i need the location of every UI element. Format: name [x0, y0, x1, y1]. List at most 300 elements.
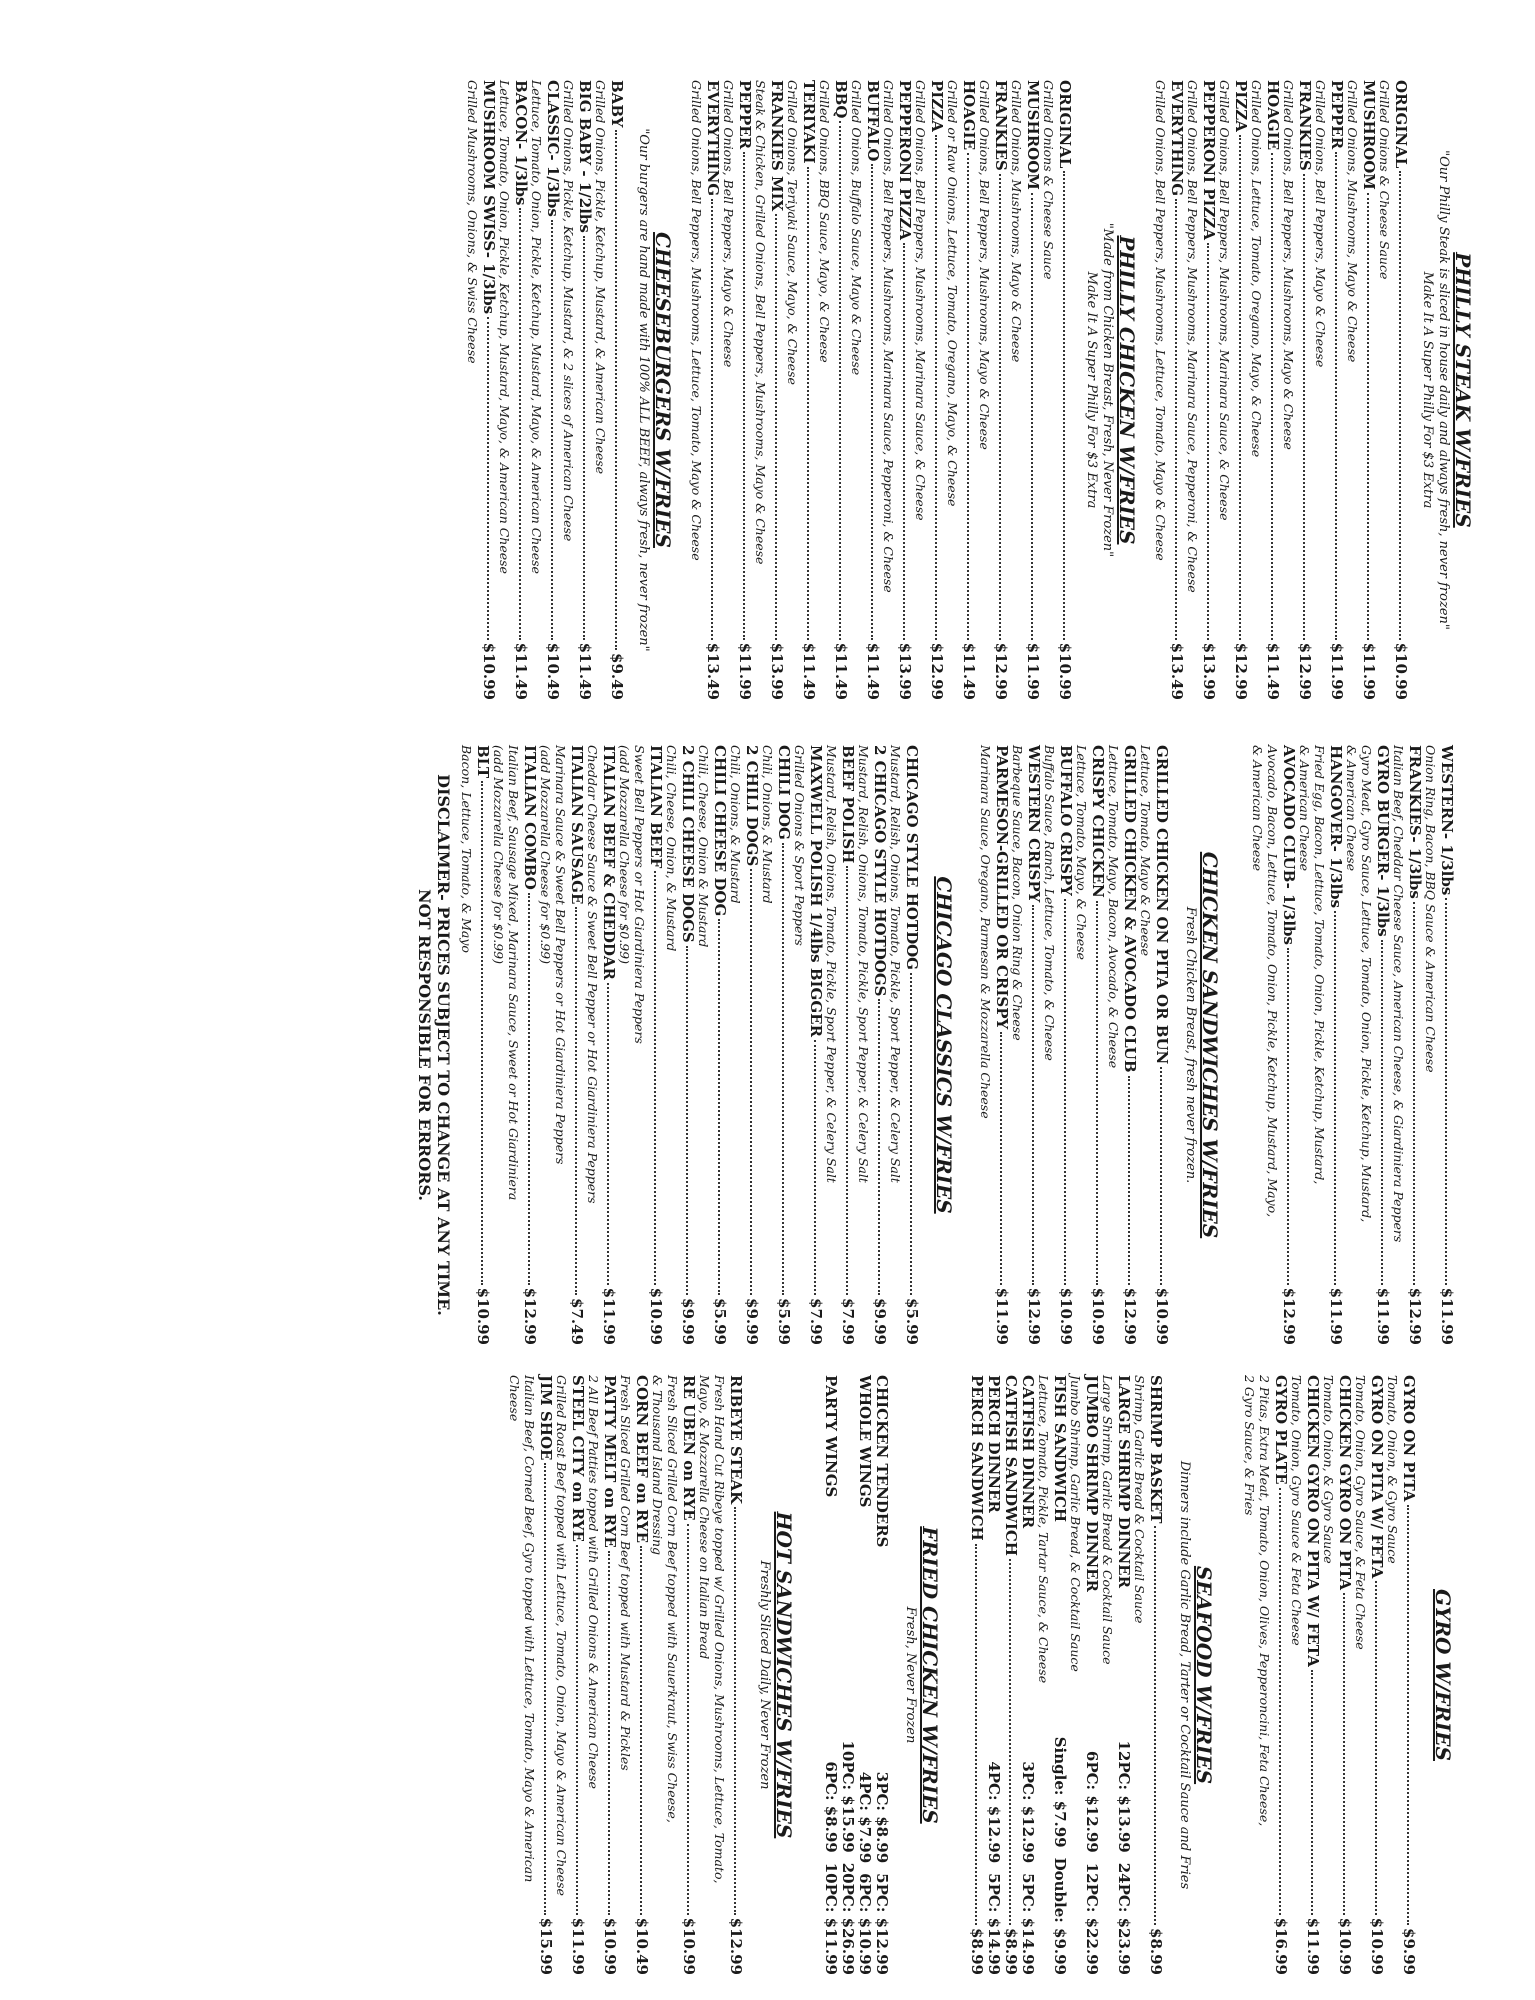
item-price: $11.99 — [569, 1917, 587, 1975]
item-name: ITALIAN COMBO — [521, 745, 539, 890]
item-price: $12.99 — [727, 1917, 745, 1975]
item-desc: Marinara Sauce & Sweet Bell Peppers or Hot Giardiniera Peppers — [553, 745, 568, 1165]
item-price: $11.99 — [1438, 1287, 1456, 1345]
item-name: MUSHROOM — [1360, 80, 1378, 190]
item-desc: Grilled Onions, Bell Peppers, Mayo & Cheese — [1313, 80, 1328, 368]
menu-item — [1036, 1375, 1068, 1975]
item-name: ITALIAN BEEF — [647, 745, 665, 869]
leader-dots — [1175, 199, 1177, 639]
item-desc: 2 All Beef Patties topped with Grilled Onions & American Cheese — [586, 1375, 601, 1789]
item-name: TERIYAKI — [800, 80, 818, 164]
item-price: $12.99 — [1025, 1287, 1043, 1345]
item-desc: Lettuce, Tomato, Onion, Pickle, Ketchup, Mustard, Mayo, & American Cheese — [497, 80, 512, 574]
leader-dots — [615, 130, 617, 650]
leader-dots — [775, 214, 777, 639]
item-price: $10.49 — [633, 1917, 651, 1975]
philly-steak-list — [1153, 80, 1409, 700]
menu-item — [1100, 1375, 1132, 1975]
leader-dots — [544, 1463, 546, 1914]
item-name: BIG BABY - 1/2lbs — [576, 80, 594, 233]
leader-dots — [654, 871, 656, 1284]
item-price: $8.99 — [1002, 1928, 1020, 1975]
item-price: $12.99 — [1296, 642, 1314, 700]
item-price: $11.99 — [1360, 642, 1378, 700]
leader-dots — [846, 866, 848, 1295]
item-name: BEEF POLISH — [839, 745, 857, 864]
item-desc: Grilled Roast Beef topped with Lettuce, Tomato, Onion, Mayo & American Cheese — [554, 1375, 569, 1896]
menu-item — [977, 80, 1009, 700]
item-price: $5.99 — [903, 1298, 921, 1345]
item-option-price: 10PC: $11.99 — [822, 1862, 840, 1975]
item-option-price: 6PC: $8.99 — [822, 1761, 840, 1853]
fried-chicken-list — [822, 1375, 890, 1975]
item-price: $7.99 — [807, 1298, 825, 1345]
item-desc: Tomato, Onion, Gyro Sauce, & Feta Cheese — [1353, 1375, 1368, 1650]
fried-chicken-title: FRIED CHICKEN W/FRIES — [918, 1526, 942, 1824]
menu-item — [753, 80, 785, 700]
menu-item — [1068, 1375, 1100, 1975]
menu-item — [554, 1375, 586, 1975]
menu-item — [1153, 80, 1185, 700]
cheeseburgers-list — [465, 80, 625, 700]
menu-item — [1242, 1375, 1289, 1975]
item-name: CLASSIC- 1/3lbs — [544, 80, 562, 217]
leader-dots — [1335, 152, 1337, 639]
leader-dots — [1154, 1526, 1156, 1925]
menu-item — [1344, 745, 1391, 1345]
item-price: $11.49 — [960, 642, 978, 700]
item-name: CHILI DOG — [775, 745, 793, 840]
menu-item — [617, 745, 664, 1345]
item-name: JUMBO SHRIMP DINNER — [1083, 1375, 1101, 1592]
menu-item — [913, 80, 945, 700]
item-price: $12.99 — [521, 1287, 539, 1345]
item-name: FRANKIES MIX — [768, 80, 786, 212]
item-option-price: 3PC: $8.99 — [873, 1771, 891, 1864]
cheeseburgers-title: CHEESEBURGERS W/FRIES — [651, 232, 675, 548]
menu-item — [459, 745, 491, 1345]
item-desc: Fried Egg, Bacon, Lettuce, Tomato, Onion, Pickle, Ketchup, Mustard, — [1312, 745, 1327, 1185]
item-name: JIM SHOE — [537, 1375, 555, 1461]
menu-item — [1041, 80, 1073, 700]
item-option-price: 5PC: $14.99 — [1019, 1873, 1037, 1975]
item-name: CHICKEN GYRO ON PITA W/ FETA — [1304, 1375, 1322, 1667]
leader-dots — [1287, 948, 1289, 1285]
item-price: $11.99 — [1328, 642, 1346, 700]
item-name: ITALIAN BEEF & CHEDDAR — [600, 745, 618, 980]
leader-dots — [1064, 899, 1066, 1285]
item-price: $11.49 — [800, 642, 818, 700]
item-price: $11.99 — [993, 1287, 1011, 1345]
item-desc: Marinara Sauce, Oregano, Parmesan & Mozzarella Cheese — [978, 745, 993, 1119]
menu-item — [538, 745, 585, 1345]
item-desc-cont: & American Cheese — [1297, 745, 1312, 872]
item-desc-cont: & American Cheese — [1344, 745, 1359, 872]
item-name: GYRO ON PITA W/ FETA — [1368, 1375, 1386, 1579]
item-price: $10.99 — [1392, 642, 1410, 700]
chicago-classics-title: CHICAGO CLASSICS W/FRIES — [932, 876, 956, 1214]
chicken-sandwiches-subtitle: Fresh Chicken Breast, fresh never frozen. — [1183, 906, 1198, 1184]
item-name: GYRO BURGER- 1/3lbs — [1374, 745, 1392, 937]
item-price: $11.99 — [1304, 1917, 1322, 1975]
item-name: EVERYTHING — [1168, 80, 1186, 197]
philly-chicken-title: PHILLY CHICKEN W/FRIES — [1115, 235, 1139, 545]
item-price: $11.49 — [832, 642, 850, 700]
column-2 — [415, 745, 1535, 1345]
item-name: HANGOVER- 1/3lbs — [1327, 745, 1345, 909]
item-desc: Italian Beef, Corned Beef, Gyro topped with Lettuce, Tomato, Mayo & American — [522, 1375, 537, 1883]
item-option-price: 12PC: $22.99 — [1083, 1862, 1101, 1975]
item-desc: Grilled Onions & Sport Peppers — [792, 745, 807, 946]
item-desc: Grilled Onions, Pickle, Ketchup, Mustard, & 2 slices of American Cheese — [561, 80, 576, 542]
item-name: BUFFALO — [864, 80, 882, 162]
item-name: LARGE SHRIMP DINNER — [1115, 1375, 1133, 1589]
menu-item — [1313, 80, 1345, 700]
item-price: $10.99 — [601, 1917, 619, 1975]
item-price: $13.49 — [1168, 642, 1186, 700]
menu-item — [1217, 80, 1249, 700]
item-price: $13.99 — [896, 642, 914, 700]
item-name: CHILI CHEESE DOG — [711, 745, 729, 917]
item-price: $9.99 — [743, 1298, 761, 1345]
philly-chicken-subtitle-2: Make It A Super Philly For $3 Extra — [1084, 271, 1099, 509]
leader-dots — [1343, 1593, 1345, 1915]
item-name: GRILLED CHICKEN & AVOCADO CLUB — [1121, 745, 1139, 1073]
item-price: $8.99 — [968, 1928, 986, 1975]
item-name: GYRO PLATE — [1272, 1375, 1290, 1485]
item-desc: Cheddar Cheese Sauce & Sweet Bell Pepper or Hot Giardiniera Peppers — [585, 745, 600, 1204]
menu-item — [1185, 80, 1217, 700]
item-name: FRANKIES- 1/3lbs — [1406, 745, 1424, 899]
menu-item — [785, 80, 817, 700]
item-desc: Grilled Onions & Cheese Sauce — [1041, 80, 1056, 280]
leader-dots — [1399, 171, 1401, 639]
item-name: BACON- 1/3lbs — [512, 80, 530, 206]
item-desc: Tomato, Onion, & Gyro Sauce — [1321, 1375, 1336, 1564]
leader-dots — [967, 153, 969, 639]
leader-dots — [551, 220, 553, 640]
item-price: $10.99 — [1336, 1917, 1354, 1975]
item-name: PERCH DINNER — [985, 1375, 1003, 1513]
menu-item — [618, 1375, 650, 1975]
leader-dots — [1031, 193, 1033, 640]
menu-item — [586, 1375, 618, 1975]
item-desc: Buffalo Sauce, Ranch, Lettuce, Tomato, & Cheese — [1042, 745, 1057, 1061]
menu-item — [1010, 745, 1042, 1345]
leader-dots — [1381, 940, 1383, 1285]
item-option-price: 6PC: $12.99 — [1083, 1750, 1101, 1853]
item-desc: Grilled Onions, Bell Peppers, Mushrooms, Mayo & Cheese — [977, 80, 992, 450]
menu-item — [1009, 80, 1041, 700]
item-desc-cont: & American Cheese — [1250, 745, 1265, 872]
leader-dots — [608, 1551, 610, 1915]
menu-item — [1138, 745, 1170, 1345]
item-price: $10.99 — [1057, 1287, 1075, 1345]
item-name: PERCH SANDWICH — [968, 1375, 986, 1541]
menu-item — [824, 745, 856, 1345]
item-name: GYRO ON PITA — [1400, 1375, 1418, 1502]
gyro-title: GYRO W/FRIES — [1431, 1589, 1455, 1761]
menu-item — [696, 745, 728, 1345]
item-price: $11.49 — [576, 642, 594, 700]
item-desc: Grilled Onions, Bell Peppers, Mushrooms, Lettuce, Tomato, Mayo & Cheese — [1153, 80, 1168, 561]
menu-item — [491, 745, 538, 1345]
menu-item — [1345, 80, 1377, 700]
leader-dots — [1096, 901, 1098, 1285]
cheeseburgers-subtitle: "Our burgers are hand made with 100% ALL BEEF, always fresh, never frozen" — [636, 128, 651, 652]
item-name: HOAGIE — [960, 80, 978, 151]
item-desc: Mustard, Relish, Onions, Tomato, Pickle, Sport Pepper, & Celery Salt — [888, 745, 903, 1183]
item-option-price: 20PC: $26.99 — [839, 1862, 857, 1975]
item-desc: Mustard, Relish, Onions, Tomato, Pickle, Sport Pepper, & Celery Salt — [856, 745, 871, 1183]
leader-dots — [1128, 1076, 1130, 1285]
menu-item — [585, 745, 617, 1345]
item-desc-cont: (add Mozzarella Cheese for $0.99) — [617, 745, 632, 965]
item-option-price: Single: $7.99 — [1051, 1736, 1069, 1848]
item-desc: Fresh Hand Cut Ribeye topped w/ Grilled Onions, Mushrooms, Lettuce, Tomato, — [712, 1375, 727, 1884]
item-price: $5.99 — [775, 1298, 793, 1345]
menu-item — [1321, 1375, 1353, 1975]
item-price: $10.99 — [1153, 1287, 1171, 1345]
menu-item — [1249, 80, 1281, 700]
leader-dots — [935, 135, 937, 640]
hot-sandwiches-title: HOT SANDWICHES W/FRIES — [772, 1511, 796, 1839]
item-desc: Shrimp, Garlic Bread & Cocktail Sauce — [1132, 1375, 1147, 1624]
item-desc: Grilled Onions, Buffalo Sauce, Mayo & Cheese — [849, 80, 864, 376]
seafood-title: SEAFOOD W/FRIES — [1192, 1565, 1216, 1785]
menu-item — [697, 1375, 744, 1975]
item-option-price: 5PC: $12.99 — [873, 1873, 891, 1975]
item-name: MUSHROOM — [1024, 80, 1042, 190]
item-name: 2 CHILI DOGS — [743, 745, 761, 867]
item-price: $12.99 — [1406, 1287, 1424, 1345]
item-name: MUSHROOM SWISS- 1/3lbs — [480, 80, 498, 315]
item-name: GRILLED CHICKEN ON PITA OR BUN — [1153, 745, 1171, 1065]
leader-dots — [975, 1544, 977, 1925]
leader-dots — [1279, 1488, 1281, 1915]
item-price: $9.49 — [608, 653, 626, 700]
item-name: PEPPER — [736, 80, 754, 150]
item-price: $8.99 — [1147, 1928, 1165, 1975]
disclaimer-line-2: NOT RESPONSIBLE FOR ERRORS. — [415, 889, 434, 1201]
leader-dots — [1445, 898, 1447, 1284]
leader-dots — [487, 317, 489, 639]
item-desc: Barbeque Sauce, Bacon, Onion Ring & Cheese — [1010, 745, 1025, 1041]
item-name: FISH SANDWICH — [1051, 1375, 1069, 1523]
item-desc: Grilled Onions, Mushrooms, Mayo & Cheese — [1345, 80, 1360, 363]
item-name: PEPPERONI PIZZA — [896, 80, 914, 241]
item-price: $11.49 — [864, 642, 882, 700]
leader-dots — [583, 236, 585, 640]
item-price: $10.99 — [1056, 642, 1074, 700]
item-desc: Lettuce, Tomato, Mayo, & Cheese — [1074, 745, 1089, 960]
item-desc: Grilled Onions, Bell Peppers, Mushrooms, Marinara Sauce, & Cheese — [913, 80, 928, 521]
menu-item — [728, 745, 760, 1345]
menu-item — [1423, 745, 1455, 1345]
leader-dots — [750, 869, 752, 1295]
item-desc: Grilled Onions, Bell Peppers, Mayo & Cheese — [721, 80, 736, 368]
item-option-price: 24PC: $23.99 — [1115, 1862, 1133, 1975]
menu-item — [1106, 745, 1138, 1345]
menu-item — [945, 80, 977, 700]
menu-item — [465, 80, 497, 700]
item-option-price: 4PC: $7.99 — [856, 1771, 874, 1864]
leader-dots — [607, 983, 609, 1285]
item-price: $7.49 — [568, 1298, 586, 1345]
menu-item — [497, 80, 529, 700]
item-name: ITALIAN SAUSAGE — [568, 745, 586, 905]
item-desc: Grilled Onions & Cheese Sauce — [1377, 80, 1392, 280]
leader-dots — [718, 919, 720, 1295]
item-name: CATFISH SANDWICH — [1002, 1375, 1020, 1556]
leader-dots — [687, 1524, 689, 1915]
item-price: $12.99 — [992, 642, 1010, 700]
item-desc: Grilled Onions, Mushrooms, Mayo & Cheese — [1009, 80, 1024, 363]
menu-item — [593, 80, 625, 700]
item-desc: Bacon, Lettuce, Tomato, & Mayo — [459, 745, 474, 953]
item-desc: Tomato, Onion, Gyro Sauce & Feta Cheese — [1289, 1375, 1304, 1646]
menu-item — [1289, 1375, 1321, 1975]
item-name: PARMESON-GRILLED OR CRISPY — [993, 745, 1011, 1030]
item-name: HOAGIE — [1264, 80, 1282, 151]
item-name: CHICAGO STYLE HOTDOG — [903, 745, 921, 970]
item-desc: Gyro Meat, Gyro Sauce, Lettuce, Tomato, Onion, Pickle, Ketchup, Mustard, — [1359, 745, 1374, 1223]
menu-item — [1074, 745, 1106, 1345]
item-name: EVERYTHING — [704, 80, 722, 197]
menu-item — [985, 1375, 1002, 1975]
menu-item — [1385, 1375, 1417, 1975]
item-price: $10.99 — [680, 1917, 698, 1975]
item-name: RE UBEN on RYE — [680, 1375, 698, 1521]
item-name: 2 CHILI CHEESE DOGS — [679, 745, 697, 943]
item-name: PEPPERONI PIZZA — [1200, 80, 1218, 241]
menu-item — [721, 80, 753, 700]
menu-item — [1377, 80, 1409, 700]
menu-item — [881, 80, 913, 700]
item-desc: Fresh Sliced Grilled Corn Beef topped with Sauerkraut, Swiss Cheese, — [665, 1375, 680, 1823]
item-name: CHICKEN TENDERS — [873, 1375, 891, 1548]
leader-dots — [1271, 153, 1273, 639]
menu-item — [1391, 745, 1423, 1345]
item-name: WESTERN- 1/3lbs — [1438, 745, 1456, 896]
item-desc: Fresh Sliced Grilled Corn Beef topped with Mustard & Pickles — [618, 1375, 633, 1771]
item-desc: 2 Pitas, Extra Meat, Tomato, Onion, Olives, Pepperoncini, Feta Cheese, — [1257, 1375, 1272, 1827]
item-desc: Grilled Onions, Bell Peppers, Mushrooms, Lettuce, Tomato, Mayo & Cheese — [689, 80, 704, 561]
philly-chicken-list — [689, 80, 1073, 700]
item-price: $11.49 — [1264, 642, 1282, 700]
item-price: $9.99 — [679, 1298, 697, 1345]
item-desc: Grilled Onions, Bell Peppers, Mushrooms, Marinara Sauce, & Cheese — [1217, 80, 1232, 521]
leader-dots — [528, 893, 530, 1285]
item-desc: Lettuce, Tomato, Mayo & Cheese — [1138, 745, 1153, 956]
leader-dots — [903, 243, 905, 640]
menu-item — [1132, 1375, 1164, 1975]
chicken-sandwiches-list — [978, 745, 1170, 1345]
item-desc: Avocado, Bacon, Lettuce, Tomato, Onion, Pickle, Ketchup, Mustard, Mayo, — [1265, 745, 1280, 1218]
item-desc-cont: & Thousand Island Dressing — [650, 1375, 665, 1556]
item-price: $13.99 — [1200, 642, 1218, 700]
item-name: ORIGINAL — [1056, 80, 1074, 169]
column-1 — [465, 80, 1535, 700]
seafood-list — [968, 1375, 1164, 1975]
item-desc: Grilled or Raw Onions, Lettuce, Tomato, Oregano, Mayo, & Cheese — [945, 80, 960, 507]
item-option-price: 12PC: $13.99 — [1115, 1740, 1133, 1853]
item-option-price: Double: $9.99 — [1051, 1857, 1069, 1975]
leader-dots — [575, 907, 577, 1295]
item-price: $12.99 — [1280, 1287, 1298, 1345]
leader-dots — [734, 1507, 736, 1915]
item-desc-cont: (add Mozzarella Cheese for $0.99) — [538, 745, 553, 965]
item-price: $7.99 — [839, 1298, 857, 1345]
menu-item — [1002, 1375, 1019, 1975]
item-desc-cont: Cheese — [507, 1375, 522, 1422]
item-desc: Sweet Bell Peppers or Hot Giardiniera Peppers — [632, 745, 647, 1044]
item-price: $12.99 — [1232, 642, 1250, 700]
leader-dots — [839, 121, 841, 639]
item-price: $16.99 — [1272, 1917, 1290, 1975]
item-desc: Grilled Onions, Bell Peppers, Mushrooms, Mayo & Cheese — [1281, 80, 1296, 450]
item-name: SHRIMP BASKET — [1147, 1375, 1165, 1524]
item-desc: Steak & Chicken, Grilled Onions, Bell Peppers, Mushrooms, Mayo & Cheese — [753, 80, 768, 565]
item-name: FRANKIES — [992, 80, 1010, 171]
item-price: $13.99 — [768, 642, 786, 700]
item-price: $5.99 — [711, 1298, 729, 1345]
leader-dots — [999, 174, 1001, 640]
item-option-price: 6PC: $10.99 — [856, 1873, 874, 1975]
item-price: $12.99 — [928, 642, 946, 700]
item-desc: Jumbo Shrimp, Garlic Bread, & Cocktail Sauce — [1068, 1375, 1083, 1672]
menu-item — [856, 1375, 873, 1975]
item-price: $11.99 — [1327, 1287, 1345, 1345]
item-desc: Lettuce, Tomato, Mayo, Bacon, Avocado, & Cheese — [1106, 745, 1121, 1069]
item-option-price: 5PC: $14.99 — [985, 1873, 1003, 1975]
menu-item — [1297, 745, 1344, 1345]
item-desc: Chili, Cheese, Onion & Mustard — [696, 745, 711, 948]
item-price: $9.99 — [1400, 1928, 1418, 1975]
menu-item — [817, 80, 849, 700]
item-price: $10.99 — [1089, 1287, 1107, 1345]
item-price: $13.49 — [704, 642, 722, 700]
seafood-subtitle: Dinners include Garlic Bread, Tarter or Cocktail Sauce and Fries — [1177, 1460, 1192, 1890]
menu-item — [888, 745, 920, 1345]
item-name: 2 CHICAGO STYLE HOTDOGS — [871, 745, 889, 997]
item-desc: Grilled Onions, Lettuce, Tomato, Oregano, Mayo, & Cheese — [1249, 80, 1264, 458]
menu-item — [873, 1375, 890, 1975]
leader-dots — [1239, 135, 1241, 640]
item-option-price: 4PC: $12.99 — [985, 1761, 1003, 1864]
leader-dots — [1375, 1581, 1377, 1914]
leader-dots — [871, 164, 873, 639]
item-name: BBQ — [832, 80, 850, 119]
item-desc-cont: (add Mozzarella Cheese for $0.99) — [491, 745, 506, 965]
item-name: PARTY WINGS — [822, 1375, 840, 1498]
item-name: AVOCADO CLUB- 1/3lbs — [1280, 745, 1298, 945]
item-desc: Grilled Onions, Bell Peppers, Mushrooms, Marinara Sauce, Pepperoni, & Cheese — [881, 80, 896, 593]
item-desc: Italian Beef, Sausage Mixed, Marinara Sauce, Sweet or Hot Giardiniera — [506, 745, 521, 1201]
leader-dots — [1160, 1067, 1162, 1284]
leader-dots — [814, 1040, 816, 1295]
hot-sandwiches-list — [507, 1375, 744, 1975]
item-price: $11.99 — [736, 642, 754, 700]
menu-item — [507, 1375, 554, 1975]
menu-item — [856, 745, 888, 1345]
leader-dots — [807, 167, 809, 640]
item-name: PIZZA — [1232, 80, 1250, 132]
item-price: $11.99 — [1024, 642, 1042, 700]
philly-steak-subtitle: "Our Philly Steak is sliced in house daily and always fresh, never frozen" — [1436, 150, 1451, 630]
item-name: WHOLE WINGS — [856, 1375, 874, 1508]
item-name: CATFISH DINNER — [1019, 1375, 1037, 1529]
